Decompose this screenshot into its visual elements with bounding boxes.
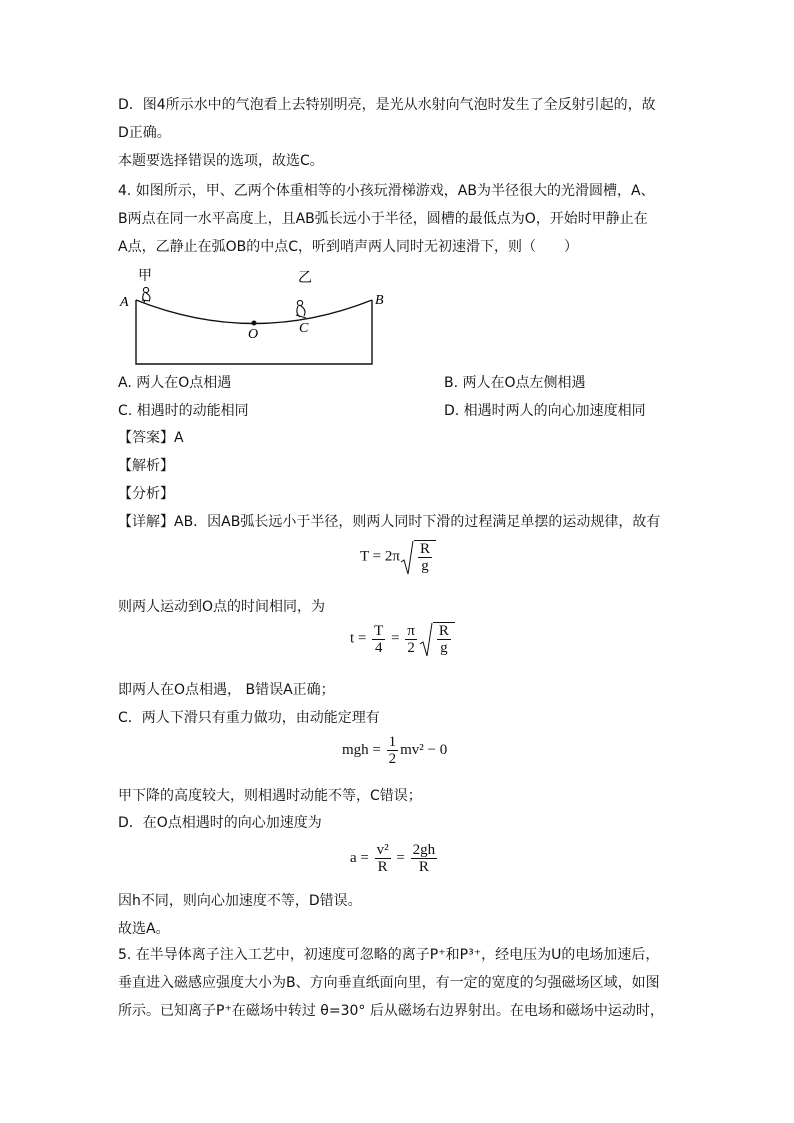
question-4-stem: A点，乙静止在弧OB的中点C，听到哨声两人同时无初速滑下，则（ ） (118, 239, 578, 255)
eq-lhs: a = (350, 850, 369, 866)
question-4-stem: B两点在同一水平高度上，且AB弧长远小于半径，圆槽的最低点为O，开始时甲静止在 (118, 211, 648, 227)
eq-num: π (407, 622, 415, 639)
eq-den: R (418, 859, 429, 875)
analysis-label: 【解析】 (118, 458, 174, 474)
detail-text: AB．因AB弧长远小于半径，则两人同时下滑的过程满足单摆的运动规律，故有 (174, 514, 661, 530)
text-line: C．两人下滑只有重力做功，由动能定理有 (118, 710, 380, 726)
eq-den: 4 (374, 639, 383, 656)
text-line: D．在O点相遇时的向心加速度为 (118, 815, 322, 831)
option-c: C. 相遇时的动能相同 (118, 403, 249, 419)
answer-label: 【答案】 (118, 430, 174, 446)
fenxi-label: 【分析】 (118, 486, 174, 502)
option-d: D. 相遇时两人的向心加速度相同 (444, 403, 646, 419)
eq-lhs: t = (350, 630, 367, 647)
text-line: 即两人在O点相遇， B错误A正确； (118, 682, 335, 698)
answer-value: A (174, 430, 184, 446)
child-yi-icon (296, 300, 306, 318)
figure-label-o: O (248, 327, 259, 342)
eq-den: g (440, 640, 448, 656)
figure-label-b: B (375, 293, 384, 308)
slide-arc (136, 300, 372, 324)
eq-den: 2 (407, 639, 415, 656)
eq-den: g (421, 558, 429, 574)
figure-label-c: C (299, 321, 309, 336)
detail-label: 【详解】 (118, 514, 174, 530)
text-line: D．图4所示水中的气泡看上去特别明亮，是光从水射向气泡时发生了全反射引起的，故 (118, 97, 656, 113)
option-a: A. 两人在O点相遇 (118, 375, 232, 391)
eq-den: R (377, 859, 388, 875)
text-line: 故选A。 (118, 921, 170, 937)
question-4-stem: 4. 如图所示，甲、乙两个体重相等的小孩玩滑梯游戏，AB为半径很大的光滑圆槽，A、 (118, 183, 655, 199)
eq-num: R (438, 623, 449, 639)
detail-row (118, 512, 660, 532)
eq-rhs: mv² − 0 (400, 742, 448, 758)
text-line: 因h不同，则向心加速度不等，D错误。 (118, 893, 362, 909)
equation-time (350, 622, 455, 656)
figure-label-jia: 甲 (138, 268, 152, 284)
eq-equals: = (391, 630, 400, 647)
question-5-stem: 垂直进入磁感应强度大小为B、方向垂直纸面向里，有一定的宽度的匀强磁场区域，如图 (118, 975, 660, 991)
text-line: 则两人运动到O点的时间相同，为 (118, 599, 326, 615)
eq-num: 1 (388, 734, 397, 750)
eq-num: T (374, 622, 384, 639)
eq-num: 2gh (412, 842, 436, 858)
eq-den: 2 (388, 751, 397, 767)
eq-equals: = (396, 850, 405, 866)
figure-label-yi: 乙 (298, 270, 312, 286)
sqrt-expression (419, 622, 455, 656)
answer-row (118, 428, 184, 448)
point-o (252, 321, 257, 326)
text-line: 甲下降的高度较大，则相遇时动能不等，C错误； (118, 788, 422, 804)
equation-energy (342, 734, 447, 767)
slide-figure (115, 262, 405, 372)
question-5-stem: 所示。已知离子P⁺在磁场中转过 θ=30° 后从磁场右边界射出。在电场和磁场中运动时， (118, 1003, 664, 1019)
text-line: D正确。 (118, 125, 171, 141)
option-b: B. 两人在O点左侧相遇 (444, 375, 586, 391)
child-jia-icon (142, 287, 150, 302)
equation-acceleration (350, 842, 439, 875)
text-line: 本题要选择错误的选项，故选C。 (118, 153, 324, 169)
eq-num: v² (376, 842, 389, 858)
figure-label-a: A (120, 295, 129, 310)
question-5-stem: 5. 在半导体离子注入工艺中，初速度可忽略的离子P⁺和P³⁺，经电压为U的电场加速后， (118, 947, 660, 963)
equation-period (360, 540, 436, 574)
sqrt-expression (400, 540, 436, 574)
eq-num: R (419, 541, 430, 557)
eq-lhs: T = 2π (360, 548, 400, 565)
eq-lhs: mgh = (342, 742, 381, 758)
